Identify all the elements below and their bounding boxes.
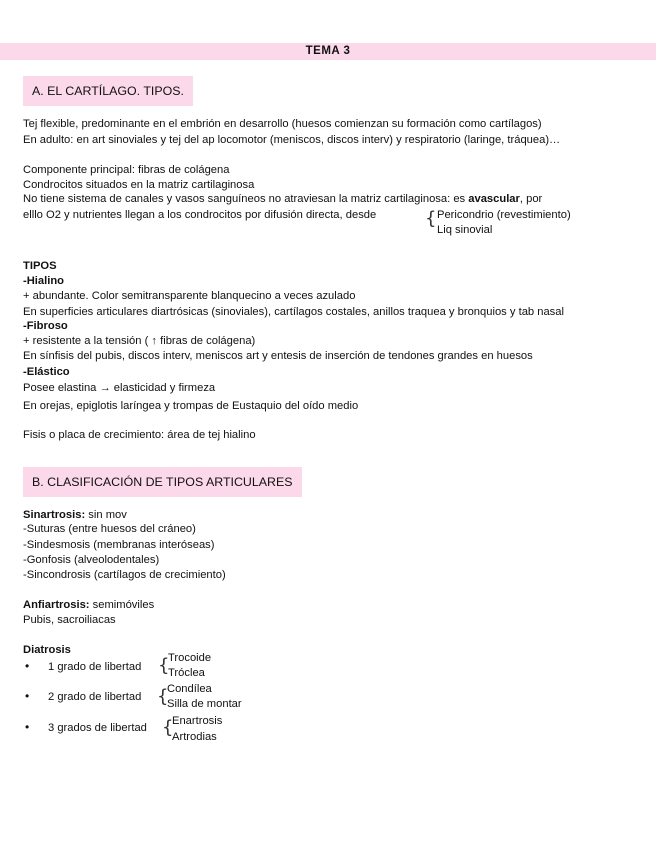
intro-line-1: Tej flexible, predominante en el embrión en desarrollo (huesos comienzan su formación como cartílagos) [23, 118, 542, 130]
diatrosis-option: Enartrosis [172, 715, 223, 727]
fibroso-line-1: + resistente a la tensión ( ↑ fibras de colágena) [23, 335, 256, 347]
elastico-line-2: En orejas, epiglotis laríngea y trompas de Eustaquio del oído medio [23, 400, 359, 412]
sinartrosis-item: -Sindesmosis (membranas interóseas) [23, 539, 215, 551]
sinartrosis-desc: sin mov [85, 509, 127, 521]
bullet-icon: • [25, 689, 30, 703]
avascular-term: avascular [468, 193, 520, 205]
component-line-3-post: , por [519, 193, 543, 205]
sinartrosis-title: Sinartrosis: [23, 509, 86, 521]
elastico-title: -Elástico [23, 366, 70, 378]
fibroso-line-2: En sínfisis del pubis, discos interv, meniscos art y entesis de inserción de tendones grandes en huesos [23, 350, 533, 362]
diatrosis-option: Condílea [167, 683, 212, 695]
diatrosis-option: Trocoide [168, 652, 212, 664]
diatrosis-option: Artrodias [172, 731, 217, 743]
hialino-line-1: + abundante. Color semitransparente blanquecino a veces azulado [23, 290, 356, 302]
anfiartrosis-line [23, 598, 154, 612]
source-liq-sinovial: Liq sinovial [437, 224, 493, 236]
anfiartrosis-title: Anfiartrosis: [23, 599, 90, 611]
sinartrosis-item: -Suturas (entre huesos del cráneo) [23, 523, 196, 535]
brace-icon: { [157, 686, 169, 707]
diatrosis-group-label: 3 grados de libertad [48, 722, 147, 734]
hialino-title: -Hialino [23, 275, 65, 287]
component-line-4: elllo O2 y nutrientes llegan a los condrocitos por difusión directa, desde [23, 209, 377, 221]
source-pericondrio: Pericondrio (revestimiento) [437, 209, 571, 221]
tipos-title: TIPOS [23, 260, 57, 272]
diatrosis-group-label: 1 grado de libertad [48, 661, 142, 673]
anfiartrosis-items: Pubis, sacroiliacas [23, 614, 116, 626]
component-line-1: Componente principal: fibras de colágena [23, 164, 230, 176]
diatrosis-title: Diatrosis [23, 644, 71, 656]
bullet-icon: • [25, 659, 30, 673]
section-b-header: B. CLASIFICACIÓN DE TIPOS ARTICULARES [23, 467, 302, 497]
diatrosis-option: Tróclea [168, 667, 205, 679]
section-a-header: A. EL CARTÍLAGO. TIPOS. [23, 76, 193, 106]
intro-line-2: En adulto: en art sinoviales y tej del ap locomotor (meniscos, discos interv) y respiratorio (laringe, tráquea)… [23, 134, 561, 146]
document-title: TEMA 3 [305, 45, 351, 57]
sinartrosis-line [23, 508, 127, 522]
title-band [0, 43, 656, 60]
brace-icon: { [158, 655, 170, 676]
diatrosis-option: Silla de montar [167, 698, 242, 710]
sources-brace: { [425, 208, 437, 229]
bullet-icon: • [25, 720, 30, 734]
anfiartrosis-desc: semimóviles [89, 599, 155, 611]
sinartrosis-item: -Gonfosis (alveolodentales) [23, 554, 160, 566]
hialino-line-2: En superficies articulares diartrósicas (sinoviales), cartílagos costales, anillos traquea y bronquios y tab nasal [23, 306, 564, 318]
fisis-line: Fisis o placa de crecimiento: área de tej hialino [23, 429, 256, 441]
fibroso-title: -Fibroso [23, 320, 68, 332]
diatrosis-group-label: 2 grado de libertad [48, 691, 142, 703]
component-line-2: Condrocitos situados en la matriz cartilaginosa [23, 179, 255, 191]
component-line-3 [23, 192, 542, 206]
sinartrosis-item: -Sincondrosis (cartílagos de crecimiento) [23, 569, 226, 581]
elastico-line-1: Posee elastina → elasticidad y firmeza [23, 382, 216, 394]
component-line-3-pre: No tiene sistema de canales y vasos sanguíneos no atraviesan la matriz cartilaginosa: es [23, 193, 469, 205]
brace-icon: { [162, 717, 174, 738]
